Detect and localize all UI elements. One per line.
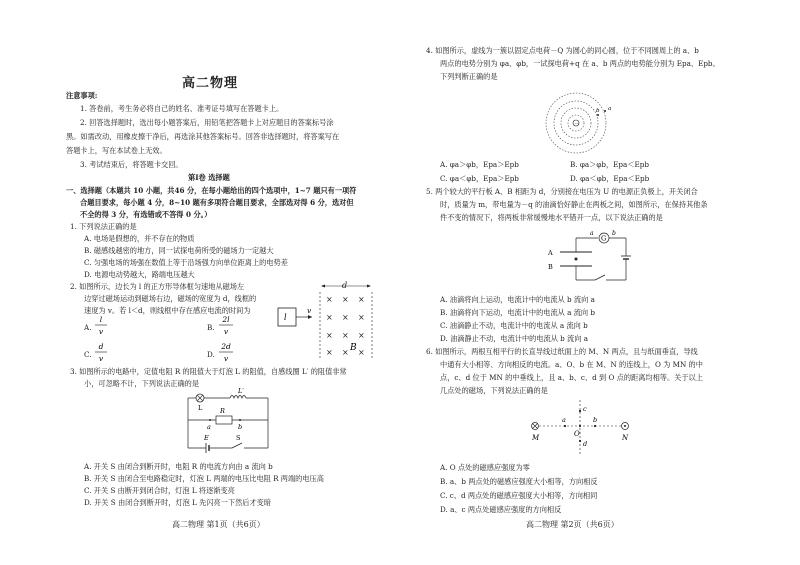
svg-text:b: b [596,108,600,114]
q2-option: A. [84,323,92,332]
q6-stem: 中通有大小相等、方向相反的电流。a、O、b 在 M、N 的连线上，O 为 MN 的中 [440,360,703,369]
q2-option: D. [207,350,215,359]
svg-text:l: l [99,315,103,324]
q2-fraction-b [218,313,234,337]
svg-text:b: b [238,423,243,431]
svg-text:a: a [608,106,612,112]
svg-text:v: v [98,354,104,363]
svg-text:v: v [98,327,104,336]
square-frame [278,308,296,326]
q4-figure [528,88,628,158]
svg-text:×: × [326,313,333,322]
q3-option: B. 开关 S 由闭合至电路稳定时，灯泡 L 两端的电压比电阻 R 两端的电压高 [84,474,324,483]
q5-figure [540,226,640,286]
notice-line: 答题卡上，写在本试卷上无效。 [66,146,167,155]
svg-text:×: × [358,348,365,357]
svg-text:R: R [220,407,225,415]
svg-text:A: A [548,249,553,257]
q6-figure [525,396,635,458]
part-instructions: 合题目要求，每小题 4 分，8~10 题有多项符合题目要求，全部选对得 6 分，选对但 [80,198,354,207]
notice-line: 1. 答卷前，考生务必将自己的姓名、准考证号填写在答题卡上。 [80,104,284,113]
q1-option: D. 电源电动势越大，路端电压越大 [84,270,195,279]
q2-fraction-d [218,340,234,364]
q6-option: C. c、d 两点处的磁感应强度大小相等，方向相同 [440,491,598,500]
svg-text:v: v [223,327,229,336]
q3-option: D. 开关 S 由闭合到断开时，灯泡 L 先闪亮一下然后才变暗 [84,498,272,507]
q5-option: B. 油滴将向下运动，电流计中的电流从 a 流向 b [440,308,595,317]
q2-stem: 2. 如图所示，边长为 l 的正方形导体框匀速地从磁场左 [70,282,245,291]
q5-option: C. 油滴静止不动，电流计中的电流从 a 流向 b [440,321,588,330]
svg-text:×: × [326,295,333,304]
svg-text:S: S [236,434,241,442]
q5-stem: 件不变的情况下，将两板非常缓慢地水平错开一点，以下说法正确的是 [440,213,663,222]
q1-option: A. 电场是假想的，并不存在的物质 [84,234,195,243]
q6-stem: 6. 如图所示，两根互相平行的长直导线过纸面上的 M、N 两点，且与纸面垂直，导线 [426,347,698,356]
q1-option: B. 磁感线越密的地方，同一试探电荷所受的磁场力一定越大 [84,246,274,255]
svg-text:a: a [207,423,211,431]
q4-option: D. φa＜φb，Epa＜Epb [570,174,650,183]
svg-text:×: × [342,313,349,322]
svg-text:d: d [98,342,104,351]
switch-icon [232,443,242,448]
q3-option: C. 开关 S 由断开到闭合时，灯泡 L 将逐渐变亮 [84,486,235,495]
q1-option: C. 匀强电场的场强在数值上等于沿场强方向单位距离上的电势差 [84,258,288,267]
svg-text:×: × [326,331,333,340]
notice-line: 黑。如需改动，用橡皮擦干净后，再选涂其他答案标号。回答非选择题时，将答案写在 [66,132,340,141]
svg-text:b: b [612,230,616,237]
q5-option: D. 油滴静止不动，电流计中的电流从 b 流向 a [440,334,589,343]
q6-stem: 点，c、d 位于 MN 的中垂线上，且 a、b、c、d 到 O 点的距离均相等。关于以上 [440,373,703,382]
svg-text:×: × [326,348,333,357]
part-instructions: 不全的得 3 分，有选错或不答得 0 分。） [80,210,212,219]
q4-stem: 下列判断正确的是 [440,72,498,81]
svg-text:×: × [358,295,365,304]
page-footer: 高二物理 第2页（共6页） [526,520,619,529]
notice-line: 2. 回答选择题时，选出每小题答案后，用铅笔把答题卡上对应题目的答案标号涂 [80,118,334,127]
svg-text:d: d [583,440,588,448]
q4-stem: 4. 如图所示，虚线为一簇以固定点电荷－Q 为圆心的同心圆，位于不同圆周上的 a、b [426,46,699,55]
svg-text:×: × [358,313,365,322]
part-instructions: 一、选择题（本题共 10 小题，共46 分，在每小题给出的四个选项中，1~7 题只有一项符 [66,186,357,195]
q4-option: A. φa＞φb，Epa＞Epb [440,160,519,169]
q6-option: D. a、c 两点处磁感应强度的方向相反 [440,505,562,514]
q6-option: B. a、b 两点处的磁感应强度大小相等，方向相反 [440,477,598,486]
switch-icon [595,275,605,280]
svg-text:×: × [358,331,365,340]
page-2 [400,0,800,565]
q3-stem: 小，可忽略不计，下列说法正确的是 [84,379,200,388]
label-B: B [350,343,357,353]
svg-text:M: M [532,434,540,442]
svg-text:×: × [342,295,349,304]
section-heading: 第Ⅰ卷 选择题 [188,173,230,182]
svg-text:E: E [204,434,209,442]
q2-figure [268,280,378,360]
q6-option: A. O 点处的磁感应强度为零 [440,463,530,472]
svg-text:a: a [562,416,566,424]
svg-text:2d: 2d [221,342,231,351]
q2-fraction-c [94,340,108,364]
q5-stem: 5. 两个较大的平行板 A、B 相距为 d，分别接在电压为 U 的电源正负极上，开关闭合 [426,187,698,196]
q6-stem: 几点处的磁场，下列说法正确的是 [440,386,548,395]
q5-stem: 时，质量为 m，带电量为－q 的油滴恰好静止在两板之间，如图所示，在保持其他条 [440,200,708,209]
svg-text:O: O [574,430,580,438]
inductor-coil [230,396,246,399]
q3-circuit-figure [180,388,275,458]
notice-line: 3. 考试结束后，将答题卡交回。 [80,160,183,169]
q5-option: A. 油滴将向上运动，电流计中的电流从 b 流向 a [440,295,595,304]
svg-text:L: L [198,404,203,412]
svg-text:c: c [583,405,587,413]
svg-text:b: b [593,416,598,424]
svg-text:×: × [342,348,349,357]
page-footer: 高二物理 第1页（共6页） [172,520,265,529]
svg-text:B: B [548,263,553,271]
q2-fraction-a [94,313,108,337]
q4-stem: 两点的电势分别为 φa、φb，一试探电荷+q 在 a、b 两点的电势能分别为 Epa、Epb。 [440,59,720,68]
svg-text:a: a [590,230,594,237]
svg-text:N: N [622,434,629,442]
svg-text:L′: L′ [238,388,244,395]
svg-text:G: G [601,234,607,243]
oil-drop [575,258,578,261]
svg-text:v: v [223,354,229,363]
page-title: 高二物理 [182,76,239,91]
notice-heading: 注意事项: [66,91,98,100]
q3-stem: 3. 如图所示的电路中，定值电阻 R 的阻值大于灯泡 L 的阻值，自感线圈 L′ 的阻值非常 [70,367,347,376]
q1-stem: 1. 下列说法正确的是 [70,222,137,231]
q4-option: B. φa＞φb，Epa＜Epb [570,160,649,169]
label-v: v [307,306,312,315]
q2-stem: 边穿过磁场运动到磁场右边，磁场的宽度为 d，线框的 [84,294,257,303]
label-l: l [284,313,287,322]
svg-text:×: × [342,331,349,340]
svg-text:－: － [574,121,580,127]
q4-option: C. φa＜φb，Epa＞Epb [440,174,519,183]
resistor [216,416,232,424]
q2-option: B. [207,323,215,332]
q2-option: C. [84,350,92,359]
label-d: d [342,281,348,290]
q3-option: A. 开关 S 由闭合到断开时，电阻 R 的电流方向由 a 流向 b [84,462,273,471]
svg-text:2l: 2l [222,315,230,324]
q2-stem: 速度为 v。若 l＜d，则线框中存在感应电流的时间为 [84,306,251,315]
